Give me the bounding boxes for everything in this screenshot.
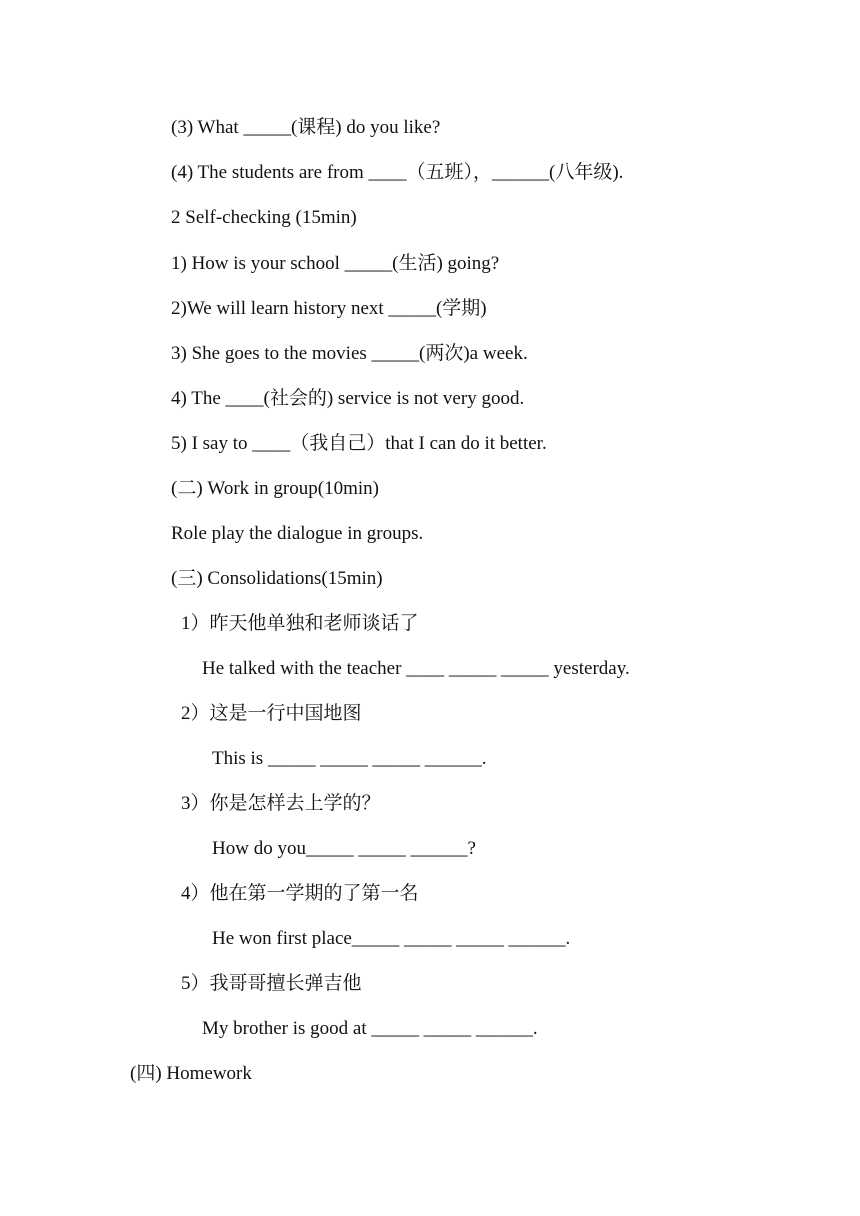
self-check-item-5: 5) I say to ____（我自己）that I can do it better. xyxy=(171,433,547,454)
consolidation-answer-4: He won first place_____ _____ _____ ______. xyxy=(212,928,571,949)
consolidation-prompt-1: 1）昨天他单独和老师谈话了 xyxy=(181,613,419,634)
section-homework-heading: (四) Homework xyxy=(130,1063,252,1084)
question-4-students-from: (4) The students are from ____（五班），______(八年级). xyxy=(171,162,624,183)
consolidation-prompt-5: 5）我哥哥擅长弹吉他 xyxy=(181,973,362,994)
consolidation-answer-5: My brother is good at _____ _____ ______. xyxy=(202,1018,538,1039)
self-check-item-3: 3) She goes to the movies _____(两次)a week. xyxy=(171,343,528,364)
self-check-item-4: 4) The ____(社会的) service is not very good. xyxy=(171,388,525,409)
consolidation-prompt-4: 4）他在第一学期的了第一名 xyxy=(181,883,419,904)
section-consolidations-heading: (三) Consolidations(15min) xyxy=(171,568,383,589)
role-play-instruction: Role play the dialogue in groups. xyxy=(171,523,424,544)
consolidation-answer-2: This is _____ _____ _____ ______. xyxy=(212,748,487,769)
self-check-item-1: 1) How is your school _____(生活) going? xyxy=(171,253,500,274)
section-self-checking-heading: 2 Self-checking (15min) xyxy=(171,207,357,228)
consolidation-prompt-2: 2）这是一行中国地图 xyxy=(181,703,362,724)
section-work-in-group-heading: (二) Work in group(10min) xyxy=(171,478,379,499)
consolidation-answer-3: How do you_____ _____ ______? xyxy=(212,838,476,859)
consolidation-prompt-3: 3）你是怎样去上学的？ xyxy=(181,793,381,814)
question-3-what-course: (3) What _____(课程) do you like? xyxy=(171,117,441,138)
consolidation-answer-1: He talked with the teacher ____ _____ _____ yesterday. xyxy=(202,658,630,679)
self-check-item-2: 2)We will learn history next _____(学期) xyxy=(171,298,487,319)
